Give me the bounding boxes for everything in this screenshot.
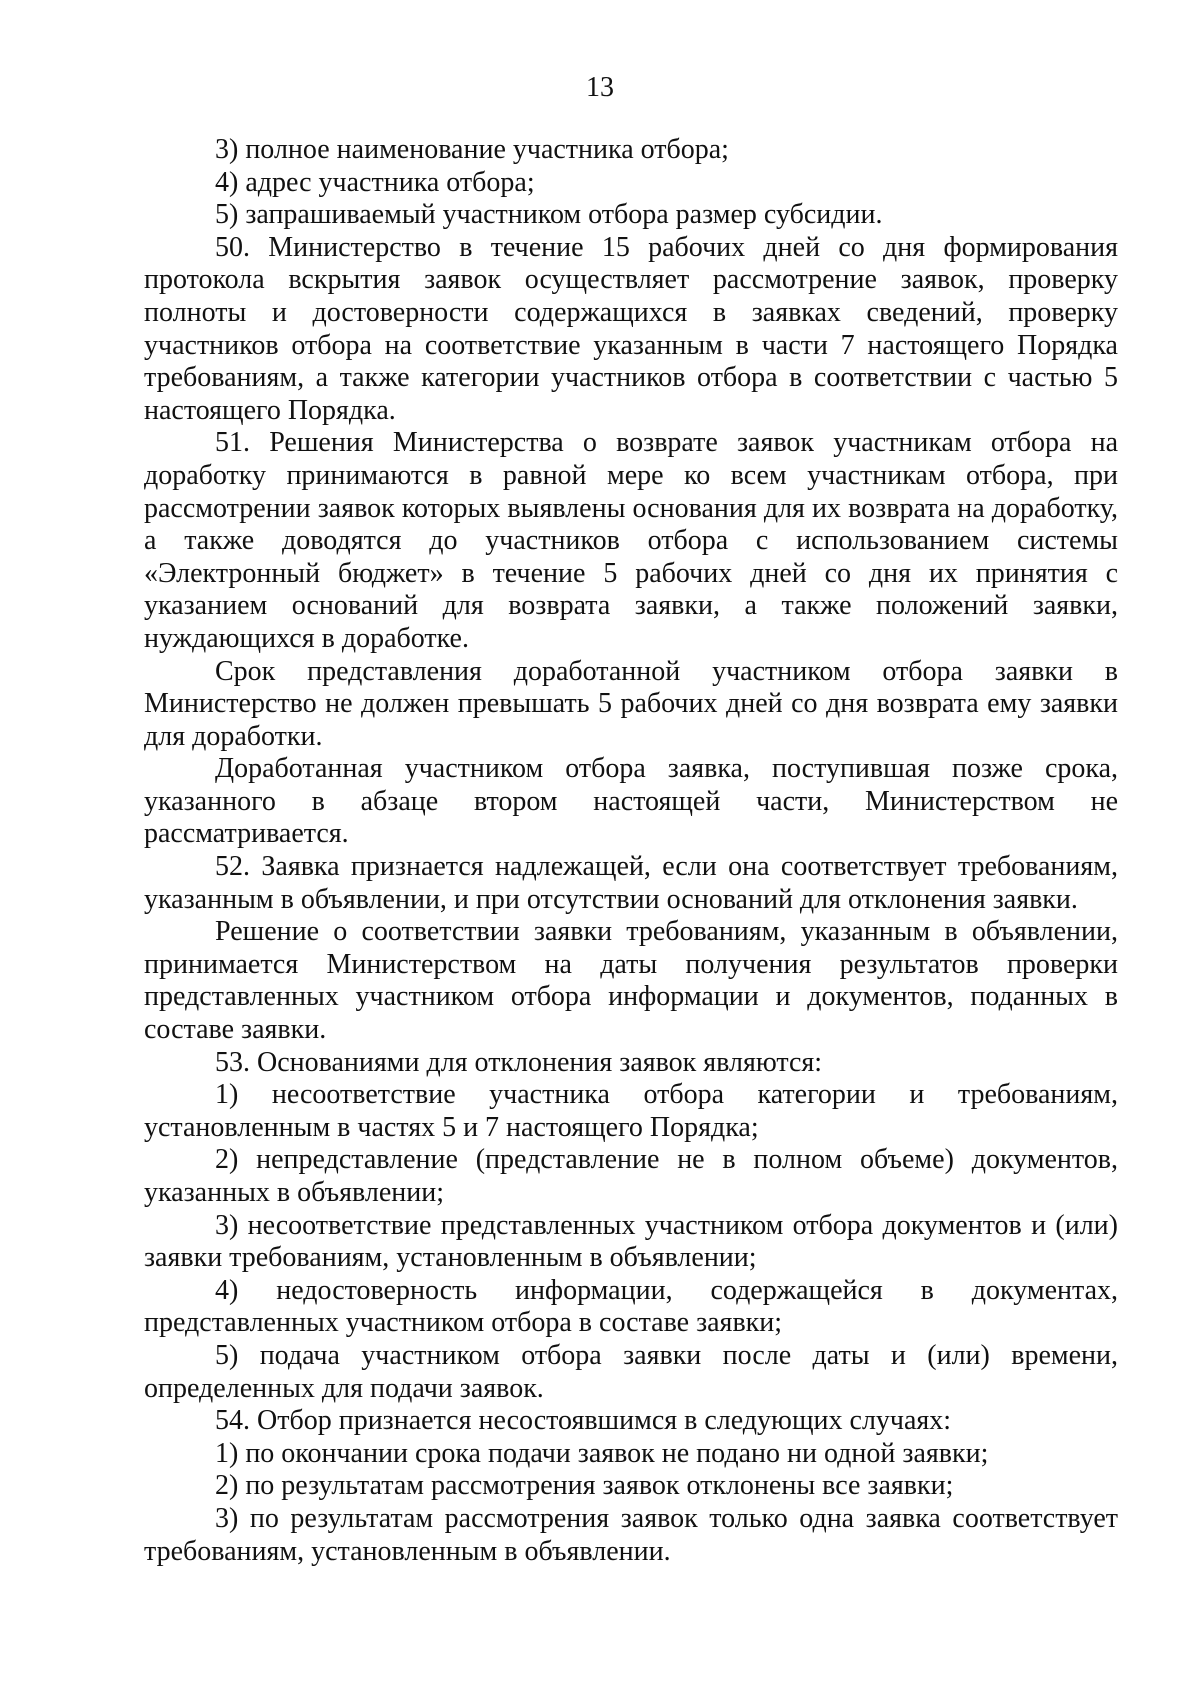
paragraph-51-late-submission: Доработанная участником отбора заявка, поступившая позже срока, указанного в абзаце втором настоящей части, Министерством не рассматривается. bbox=[144, 753, 1118, 850]
paragraph-53-item-4: 4) недостоверность информации, содержащейся в документах, представленных участником отбора в составе заявки; bbox=[144, 1274, 1118, 1339]
paragraph-54-item-2: 2) по результатам рассмотрения заявок отклонены все заявки; bbox=[215, 1470, 954, 1502]
paragraph-item-5: 5) запрашиваемый участником отбора размер субсидии. bbox=[215, 199, 883, 231]
paragraph-51: 51. Решения Министерства о возврате заявок участникам отбора на доработку принимаются в равной мере ко всем участникам отбора, при рассмотрении заявок которых выявлены основания для их возврата на доработку, а также доводятся до участников отбора с использованием системы «Электронный бюджет» в течение 5 рабочих дней со дня их принятия с указанием оснований для возврата заявки, а также положений заявки, нуждающихся в доработке. bbox=[144, 427, 1118, 654]
paragraph-item-3: 3) полное наименование участника отбора; bbox=[215, 134, 729, 165]
paragraph-54-item-1: 1) по окончании срока подачи заявок не подано ни одной заявки; bbox=[215, 1437, 989, 1469]
paragraph-51-deadline: Срок представления доработанной участником отбора заявки в Министерство не должен превышать 5 рабочих дней со дня возврата ему заявки для доработки. bbox=[144, 655, 1118, 752]
paragraph-item-4: 4) адрес участника отбора; bbox=[215, 166, 535, 198]
paragraph-52-decision: Решение о соответствии заявки требованиям, указанным в объявлении, принимается Министерством на даты получения результатов проверки представленных участником отбора информации и документов, поданных в составе заявки. bbox=[144, 916, 1118, 1046]
paragraph-54: 54. Отбор признается несостоявшимся в следующих случаях: bbox=[215, 1405, 952, 1437]
paragraph-52: 52. Заявка признается надлежащей, если она соответствует требованиям, указанным в объявлении, и при отсутствии оснований для отклонения заявки. bbox=[144, 851, 1118, 915]
document-body bbox=[144, 134, 1118, 1568]
paragraph-53-item-2: 2) непредставление (представление не в полном объеме) документов, указанных в объявлении; bbox=[144, 1144, 1118, 1208]
paragraph-53: 53. Основаниями для отклонения заявок являются: bbox=[215, 1046, 823, 1078]
paragraph-53-item-1: 1) несоответствие участника отбора категории и требованиям, установленным в частях 5 и 7 настоящего Порядка; bbox=[144, 1079, 1118, 1143]
paragraph-50: 50. Министерство в течение 15 рабочих дней со дня формирования протокола вскрытия заявок осуществляет рассмотрение заявок, проверку полноты и достоверности содержащихся в заявках сведений, проверку участников отбора на соответствие указанным в части 7 настоящего Порядка требованиям, а также категории участников отбора в соответствии с частью 5 настоящего Порядка. bbox=[144, 231, 1118, 426]
paragraph-53-item-5: 5) подача участником отбора заявки после даты и (или) времени, определенных для подачи заявок. bbox=[144, 1339, 1118, 1404]
paragraph-54-item-3: 3) по результатам рассмотрения заявок только одна заявка соответствует требованиям, установленным в объявлении. bbox=[144, 1502, 1118, 1567]
paragraph-53-item-3: 3) несоответствие представленных участником отбора документов и (или) заявки требованиям, установленным в объявлении; bbox=[144, 1209, 1118, 1274]
page-number: 13 bbox=[586, 72, 614, 103]
